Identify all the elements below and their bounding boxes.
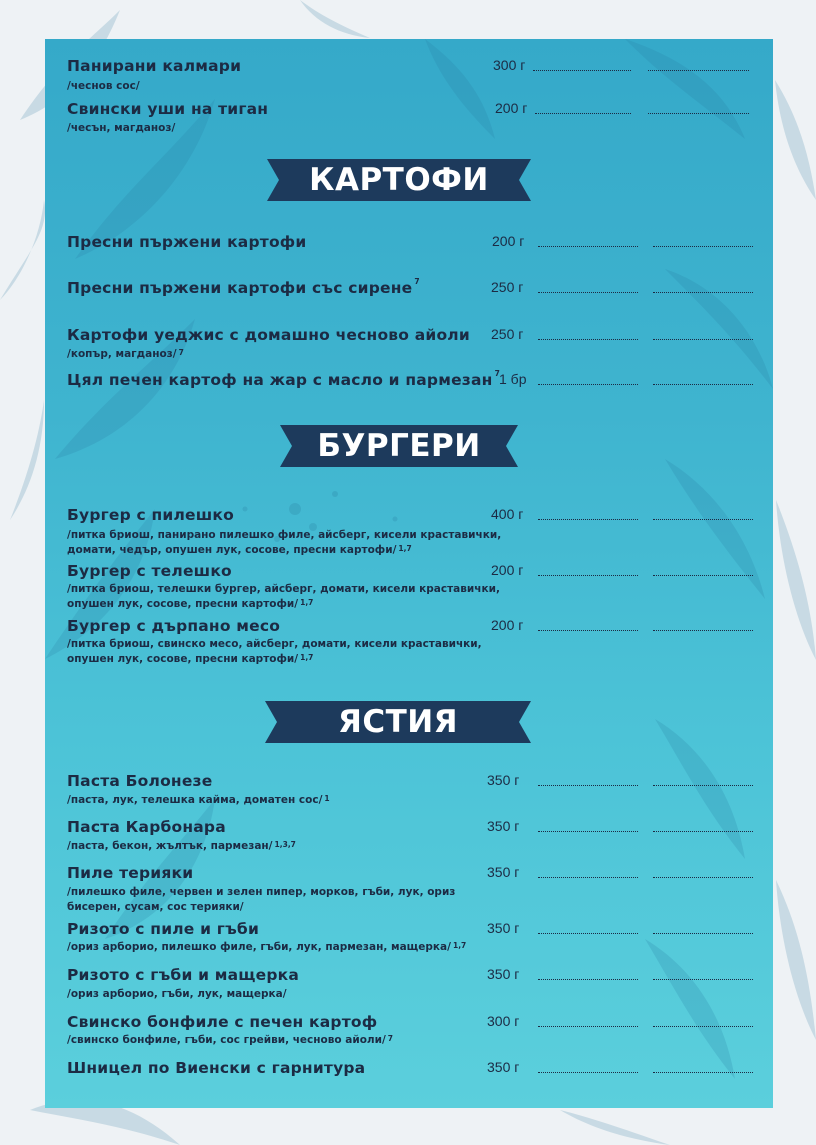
item-name: Бургер с телешко bbox=[67, 562, 232, 580]
price-line-alt bbox=[653, 933, 753, 934]
item-weight: 400 г bbox=[491, 506, 524, 522]
price-line-alt bbox=[653, 339, 753, 340]
section-title: ЯСТИЯ bbox=[337, 704, 459, 740]
price-line bbox=[538, 246, 638, 247]
allergen-note: 7 bbox=[387, 1034, 394, 1043]
price-line-alt bbox=[653, 575, 753, 576]
item-weight: 200 г bbox=[492, 233, 525, 249]
price-line bbox=[538, 339, 638, 340]
price-line-alt bbox=[653, 384, 753, 385]
price-line-alt bbox=[653, 246, 753, 247]
allergen-note: 7 bbox=[414, 277, 420, 286]
price-line-alt bbox=[653, 630, 753, 631]
item-weight: 350 г bbox=[487, 966, 520, 982]
item-name: Бургер с дърпано месо bbox=[67, 617, 281, 635]
item-weight: 200 г bbox=[491, 617, 524, 633]
item-weight: 1 бр bbox=[499, 371, 527, 387]
item-description: /чеснов сос/ bbox=[67, 80, 140, 92]
item-description: /ориз арборио, гъби, лук, мащерка/ bbox=[67, 988, 287, 1000]
price-line bbox=[538, 831, 638, 832]
price-line-alt bbox=[653, 785, 753, 786]
price-line-alt bbox=[653, 1026, 753, 1027]
allergen-note: 1,7 bbox=[300, 653, 314, 662]
item-name: Паста Карбонара bbox=[67, 818, 226, 836]
item-weight: 350 г bbox=[487, 1059, 520, 1075]
section-banner-dishes bbox=[265, 698, 531, 746]
price-line bbox=[538, 630, 638, 631]
price-line-alt bbox=[653, 1072, 753, 1073]
item-name: Пресни пържени картофи със сирене $^7$ bbox=[67, 277, 420, 297]
item-name: Панирани калмари bbox=[67, 57, 242, 75]
price-line bbox=[538, 575, 638, 576]
item-weight: 300 г bbox=[487, 1013, 520, 1029]
item-description: /копър, магданоз/ $^7$ bbox=[67, 348, 184, 360]
item-name: Шницел по Виенски с гарнитура bbox=[67, 1059, 366, 1077]
item-name: Свинско бонфиле с печен картоф bbox=[67, 1013, 378, 1031]
allergen-note: 7 bbox=[494, 369, 500, 378]
item-weight: 350 г bbox=[487, 864, 520, 880]
price-line bbox=[538, 1072, 638, 1073]
price-line-alt bbox=[653, 877, 753, 878]
item-description: /свинско бонфиле, гъби, сос грейви, чесново айоли/ $^7$ bbox=[67, 1034, 394, 1046]
section-title: КАРТОФИ bbox=[309, 162, 489, 198]
allergen-note: 1,3,7 bbox=[274, 840, 296, 849]
item-name: Картофи уеджис с домашно чесново айоли bbox=[67, 326, 470, 344]
section-banner-burgers bbox=[280, 422, 518, 470]
item-name: Пиле терияки bbox=[67, 864, 194, 882]
price-line-alt bbox=[653, 292, 753, 293]
price-line bbox=[538, 519, 638, 520]
item-description: /чесън, магданоз/ bbox=[67, 122, 176, 134]
item-weight: 200 г bbox=[495, 100, 528, 116]
section-banner-potatoes bbox=[267, 156, 531, 204]
allergen-note: 7 bbox=[178, 348, 184, 357]
item-name: Паста Болонезе bbox=[67, 772, 213, 790]
allergen-note: 1 bbox=[324, 794, 330, 803]
item-weight: 250 г bbox=[491, 279, 524, 295]
item-description: /ориз арборио, пилешко филе, гъби, лук, пармезан, мащерка/ $^{1,7}$ bbox=[67, 941, 467, 953]
price-line bbox=[535, 113, 631, 114]
allergen-note: 1,7 bbox=[398, 544, 412, 553]
item-name: Бургер с пилешко bbox=[67, 506, 234, 524]
price-line bbox=[538, 384, 638, 385]
item-weight: 200 г bbox=[491, 562, 524, 578]
allergen-note: 1,7 bbox=[452, 941, 467, 950]
item-weight: 350 г bbox=[487, 772, 520, 788]
price-line bbox=[533, 70, 631, 71]
item-description: /питка бриош, свинско месо, айсберг, домати, кисели краставички, опушен лук, сосове, пресни картофи/ $^{1,7}$ bbox=[67, 638, 482, 665]
item-name: Ризото с гъби и мащерка bbox=[67, 966, 300, 984]
item-name: Ризото с пиле и гъби bbox=[67, 920, 260, 938]
item-description: /паста, лук, телешка кайма, доматен сос/ $^1$ bbox=[67, 794, 330, 806]
item-weight: 250 г bbox=[491, 326, 524, 342]
section-title: БУРГЕРИ bbox=[317, 428, 481, 464]
price-line-alt bbox=[653, 979, 753, 980]
item-weight: 350 г bbox=[487, 818, 520, 834]
price-line-alt bbox=[648, 113, 749, 114]
price-line bbox=[538, 877, 638, 878]
item-description: /питка бриош, телешки бургер, айсберг, домати, кисели краставички, опушен лук, сосове, пресни картофи/ $^{1,7}$ bbox=[67, 583, 500, 610]
item-name: Свински уши на тиган bbox=[67, 100, 269, 118]
item-description: /питка бриош, панирано пилешко филе, айсберг, кисели краставички, домати, чедър, опушен лук, сосове, пресни картофи/ $^{1,7}$ bbox=[67, 529, 502, 556]
price-line bbox=[538, 1026, 638, 1027]
price-line bbox=[538, 979, 638, 980]
allergen-note: 1,7 bbox=[300, 598, 314, 607]
item-description: /пилешко филе, червен и зелен пипер, морков, гъби, лук, ориз бисерен, сусам, сос терияки/ bbox=[67, 886, 456, 913]
price-line-alt bbox=[653, 831, 753, 832]
price-line-alt bbox=[653, 519, 753, 520]
item-name: Пресни пържени картофи bbox=[67, 233, 307, 251]
price-line bbox=[538, 785, 638, 786]
item-description: /паста, бекон, жълтък, пармезан/ $^{1,3,7}$ bbox=[67, 840, 296, 852]
item-name: Цял печен картоф на жар с масло и пармезан $^7$ bbox=[67, 369, 500, 389]
price-line bbox=[538, 933, 638, 934]
item-weight: 350 г bbox=[487, 920, 520, 936]
price-line-alt bbox=[648, 70, 749, 71]
price-line bbox=[538, 292, 638, 293]
item-weight: 300 г bbox=[493, 57, 526, 73]
